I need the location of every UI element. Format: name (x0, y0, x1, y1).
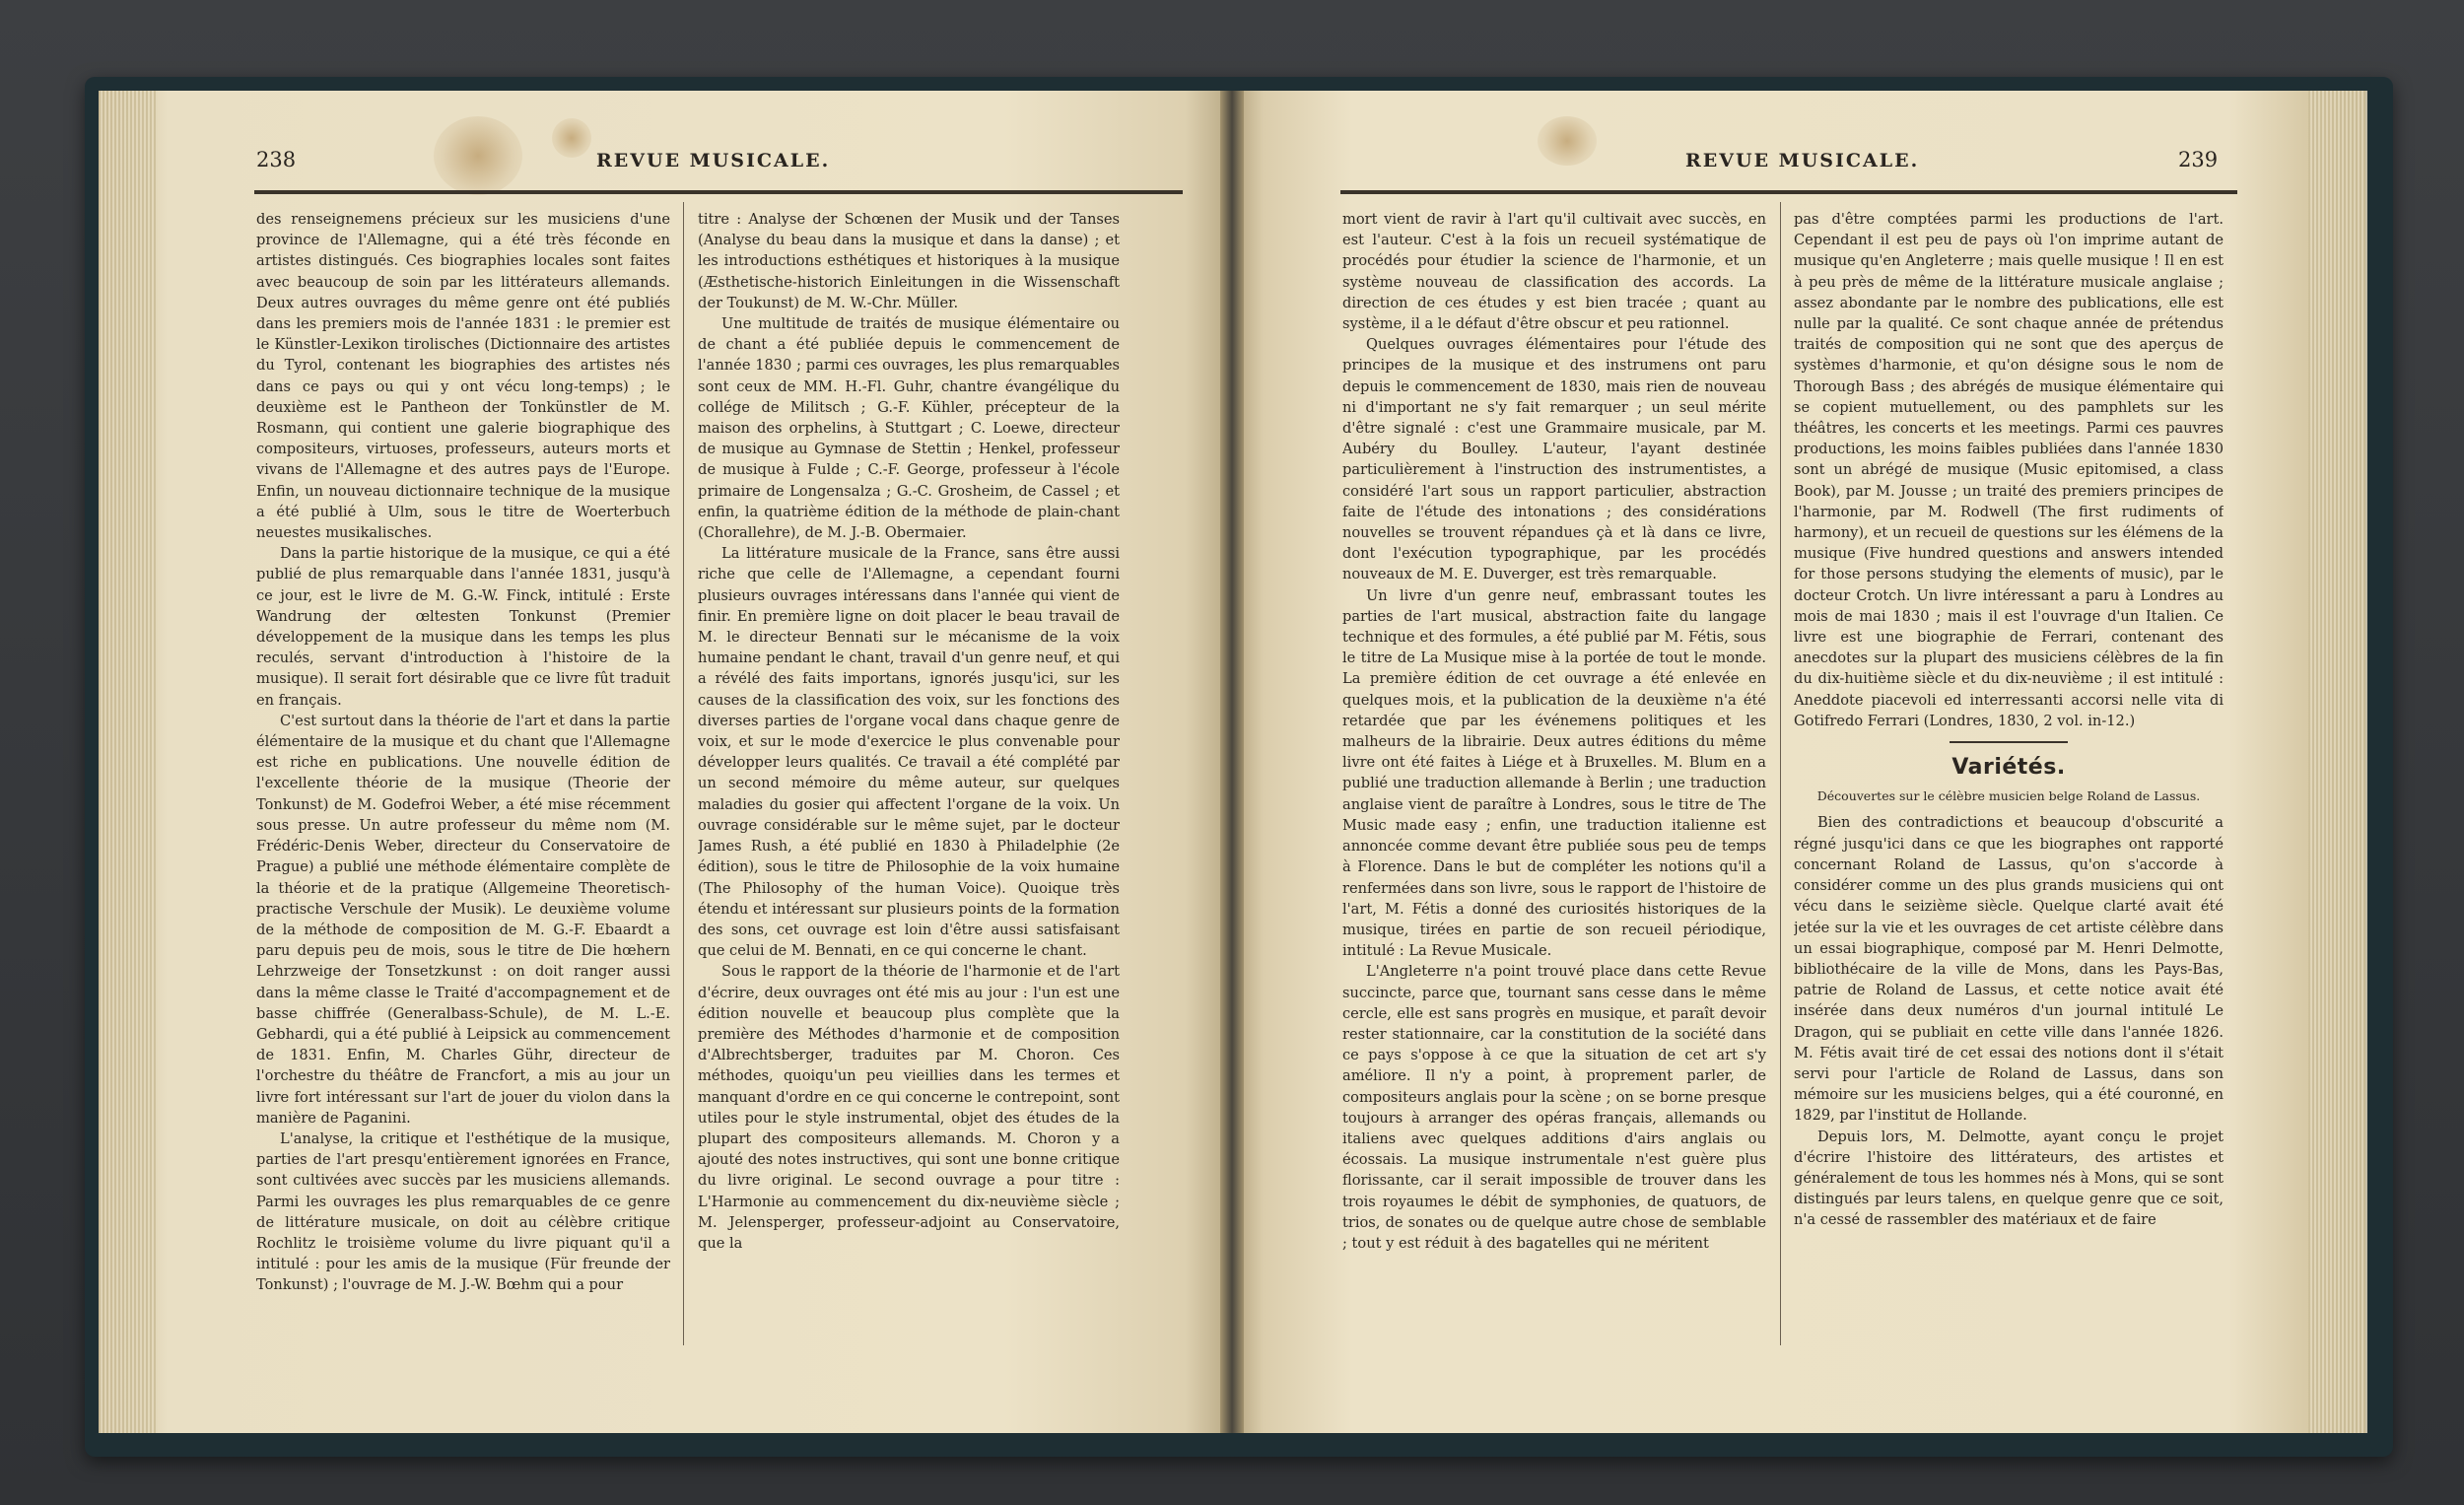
paragraph: Quelques ouvrages élémentaires pour l'étude des principes de la musique et des instrumens ont paru depuis le commencement de 1830, mais rien de nouveau ni d'important ne s'y fait remarquer ; un seul mérite d'être signalé : c'est une Grammaire musicale, par M. Aubéry du Boulley. L'auteur, l'ayant destinée particulièrement à l'instruction des instrumentistes, a considéré l'art sous un rapport particulier, abstraction faite de l'étude des intonations ; des considérations nouvelles se trouvent répandues çà et là dans ce livre, dont l'exécution typographique, par les procédés nouveaux de M. E. Duverger, est très remarquable. (1342, 336, 1766, 583)
paragraph: Bien des contradictions et beaucoup d'obscurité a régné jusqu'ici dans ce que les biographes ont rapporté concernant Roland de Lassus, qu'on s'accorde à considérer comme un des plus grands musiciens qui ont vécu dans le seizième siècle. Quelque clarté avait été jetée sur la vie et les ouvrages de cet artiste célèbre dans un essai biographique, composé par M. Henri Delmotte, bibliothécaire de la ville de Mons, dans les Pays-Bas, patrie de Roland de Lassus, et cette notice avait été insérée dans deux numéros d'un journal intitulé Le Dragon, qui se publiait en cette ville dans l'année 1826. M. Fétis avait tiré de cet essai des notions dont il s'était servi pour l'article de Roland de Lassus, dans son mémoire sur les musiciens belges, qui a été couronné, en 1829, par l'institut de Hollande. (1794, 814, 2224, 1125)
left-column-divider (683, 202, 684, 1345)
paragraph: titre : Analyse der Schœnen der Musik und der Tanses (Analyse du beau dans la musique et dans la danse) ; et les introductions esthétiques et historiques à la musique (Æsthetische-historich Einleitungen in die Wissenschaft der Toukunst) de M. W.-Chr. Müller. (698, 211, 1120, 311)
right-column-1 (1342, 209, 1766, 1342)
right-column-2 (1794, 209, 2224, 1342)
right-page-number: 239 (2178, 148, 2219, 171)
paragraph: Un livre d'un genre neuf, embrassant toutes les parties de l'art musical, abstraction faite du langage technique et des formules, a été publié par M. Fétis, sous le titre de La Musique mise à la portée de tout le monde. La première édition de cet ouvrage a été enlevée en quelques mois, et la publication de la deuxième n'a été retardée que par les événemens politiques et les malheurs de la librairie. Deux autres éditions du même livre ont été faites à Liége et à Bruxelles. M. Blum en a publié une traduction allemande à Berlin ; une traduction anglaise vient de paraître à Londres, sous le titre de The Music made easy ; enfin, une traduction italienne est annoncée comme devant être publiée sous peu de temps à Florence. Dans le but de compléter les notions qu'il a renfermées dans son livre, sous le rapport de l'histoire de l'art, M. Fétis a donné des curiosités historiques de la musique, tirées en partie de son recueil périodique, intitulé : La Revue Musicale. (1342, 586, 1766, 960)
left-running-head (256, 148, 1183, 177)
paragraph: C'est surtout dans la théorie de l'art et dans la partie élémentaire de la musique et du chant que l'Allemagne est riche en publications. Une nouvelle édition de l'excellente théorie de la musique (Theorie der Tonkunst) de M. Godefroi Weber, a été mise récemment sous presse. Un autre professeur du même nom (M. Frédéric-Denis Weber, directeur du Conservatoire de Prague) a publié une méthode élémentaire complète de la théorie et de la pratique (Allgemeine Theoretisch-practische Verschule der Musik). Le deuxième volume de la méthode de composition de M. G.-F. Ebaardt a paru depuis peu de mois, sous le titre de Die hœhern Lehrzweige der Tonsetzkunst : on doit ranger aussi dans la même classe le Traité d'accompagnement et de basse chiffrée (Generalbass-Schule), de M. L.-E. Gebhardi, qui a été publié à Leipsick au commencement de 1831. Enfin, M. Charles Gühr, directeur de l'orchestre du théâtre de Francfort, a mis au jour un livre fort intéressant sur l'art de jouer du violon dans la manière de Paganini. (256, 712, 670, 1127)
right-running-title: REVUE MUSICALE. (1685, 150, 1920, 171)
section-rule (1950, 741, 2068, 743)
paragraph: L'Angleterre n'a point trouvé place dans cette Revue succincte, parce que, tournant sans cesse dans le même cercle, elle est sans progrès en musique, et paraît devoir rester stationnaire, car la constitution de la société dans ce pays s'oppose à ce que la situation de cet art s'y améliore. Il n'y a point, à proprement parler, de compositeurs anglais pour la scène ; on se borne presque toujours à arranger des opéras français, allemands ou italiens avec quelques additions d'airs anglais ou écossais. La musique instrumentale n'est guère plus florissante, car il serait impossible de trouver dans les trois royaumes le débit de symphonies, de quatuors, de trios, de sonates ou de quelque autre chose de semblable ; tout y est réduit à des bagatelles qui ne méritent (1342, 963, 1766, 1252)
left-page-edges (99, 91, 158, 1433)
right-running-head (1340, 148, 2227, 177)
paragraph: Depuis lors, M. Delmotte, ayant conçu le projet d'écrire l'histoire des littérateurs, des artistes et généralement de tous les hommes nés à Mons, qui se sont distingués par leurs talens, en quelque genre que ce soit, n'a cessé de rassembler des matériaux et de faire (1794, 1128, 2224, 1229)
section-subtitle: Découvertes sur le célèbre musicien belge Roland de Lassus. (1816, 788, 2201, 804)
left-page-number: 238 (256, 148, 297, 171)
paragraph: Une multitude de traités de musique élémentaire ou de chant a été publiée depuis le commencement de l'année 1830 ; parmi ces ouvrages, les plus remarquables sont ceux de MM. H.-Fl. Guhr, chantre évangélique du collége de Militsch ; G.-F. Kühler, précepteur de la maison des orphelins, à Stuttgart ; C. Loewe, directeur de musique au Gymnase de Stettin ; Henkel, professeur de musique à Fulde ; C.-F. George, professeur à l'école primaire de Longensalza ; G.-C. Grosheim, de Cassel ; et enfin, la quatrième édition de la méthode de plain-chant (Chorallehre), de M. J.-B. Obermaier. (698, 315, 1120, 542)
left-column-1 (256, 209, 670, 1342)
paragraph: Sous le rapport de la théorie de l'harmonie et de l'art d'écrire, deux ouvrages ont été mis au jour : l'un est une édition nouvelle et beaucoup plus complète que la première des Méthodes d'harmonie et de composition d'Albrechtsberger, traduites par M. Choron. Ces méthodes, quoiqu'un peu vieillies dans les termes et manquant d'ordre en ce qui concerne le contrepoint, sont utiles pour le style instrumental, objet des études de la plupart des compositeurs allemands. M. Choron y a ajouté des notes instructives, qui sont une bonne critique du livre original. Le second ouvrage a pour titre : L'Harmonie au commencement du dix-neuvième siècle ; M. Jelensperger, professeur-adjoint au Conservatoire, que la (698, 963, 1120, 1252)
left-running-title: REVUE MUSICALE. (596, 150, 831, 171)
paragraph: mort vient de ravir à l'art qu'il cultivait avec succès, en est l'auteur. C'est à la fois un recueil systématique de procédés pour étudier la science de l'harmonie, et un système nouveau de classification des accords. La direction de ces études y est bien tracée ; quant au système, il a le défaut d'être obscur et peu rationnel. (1342, 211, 1766, 333)
left-header-rule (254, 190, 1183, 194)
right-header-rule (1340, 190, 2237, 194)
book-gutter (1220, 91, 1244, 1433)
right-page-edges (2308, 91, 2367, 1433)
right-column-divider (1780, 202, 1781, 1345)
paragraph: Dans la partie historique de la musique, ce qui a été publié de plus remarquable dans l'année 1831, jusqu'à ce jour, est le livre de M. G.-W. Finck, intitulé : Erste Wandrung der œltesten Tonkunst (Premier développement de la musique dans les temps les plus reculés, servant d'introduction à l'histoire de la musique). Il serait fort désirable que ce livre fût traduit en français. (256, 545, 670, 709)
section-title-varietes: Variétés. (1951, 755, 2066, 781)
right-column-2-bottom (1794, 812, 2224, 1230)
paragraph: L'analyse, la critique et l'esthétique de la musique, parties de l'art presqu'entièrement ignorées en France, sont cultivées avec succès par les musiciens allemands. Parmi les ouvrages les plus remarquables de ce genre de littérature musicale, on doit au célèbre critique Rochlitz le troisième volume du livre piquant qu'il a intitulé : pour les amis de la musique (Für freunde der Tonkunst) ; l'ouvrage de M. J.-W. Bœhm qui a pour (256, 1129, 670, 1294)
paragraph: pas d'être comptées parmi les productions de l'art. Cependant il est peu de pays où l'on imprime autant de musique qu'en Angleterre ; mais quelle musique ! Il en est à peu près de même de la littérature musicale anglaise ; assez abondante par le nombre des publications, elle est nulle par la qualité. Ce sont chaque année de prétendus traités de composition qui ne sont que des aperçus de systèmes d'harmonie, et qu'on désigne sous le nom de Thorough Bass ; des abrégés de musique élémentaire qui se copient mutuellement, ou des pamphlets sur les théâtres, les concerts et les meetings. Parmi ces pauvres productions, les moins faibles publiées dans l'année 1830 sont un abrégé de musique (Music epitomised, a class Book), par M. Jousse ; un traité des premiers principes de l'harmonie, par M. Rodwell (The first rudiments of harmony), et un recueil de questions sur les élémens de la musique (Five hundred questions and answers intended for those persons studying the elements of music), par le docteur Crotch. Un livre intéressant a paru à Londres au mois de mai 1830 ; mais il est l'ouvrage d'un Italien. Ce livre est une biographie de Ferrari, contenant des anecdotes sur la plupart des musiciens célèbres de la fin du dix-huitième siècle et du dix-neuvième ; il est intitulé : Aneddote piacevoli ed interressanti accorsi nelle vita di Gotifredo Ferrari (Londres, 1830, 2 vol. in-12.) (1794, 211, 2224, 729)
paragraph: des renseignemens précieux sur les musiciens d'une province de l'Allemagne, qui a été très féconde en artistes distingués. Ces biographies locales sont faites avec beaucoup de soin par les littérateurs allemands. Deux autres ouvrages du même genre ont été publiés dans les premiers mois de l'année 1831 : le premier est le Künstler-Lexikon tirolisches (Dictionnaire des artistes du Tyrol, contenant les biographies des artistes nés dans ce pays ou qui y ont vécu long-temps) ; le deuxième est le Pantheon der Tonkünstler de M. Rosmann, qui contient une galerie biographique des compositeurs, virtuoses, professeurs, auteurs morts et vivans de l'Allemagne et des autres pays de l'Europe. Enfin, un nouveau dictionnaire technique de la musique a été publié à Ulm, sous le titre de Woerterbuch neuestes musikalisches. (256, 211, 670, 542)
left-column-2 (698, 209, 1120, 1342)
paragraph: La littérature musicale de la France, sans être aussi riche que celle de l'Allemagne, a cependant fourni plusieurs ouvrages intéressans dans l'année qui vient de finir. En première ligne on doit placer le beau travail de M. le directeur Bennati sur le mécanisme de la voix humaine pendant le chant, travail d'un genre neuf, et qui a révélé des faits importans, ignorés jusqu'ici, sur les causes de la classification des voix, sur les fonctions des diverses parties de l'organe vocal dans chaque genre de voix, et sur le mode d'exercice le plus convenable pour développer leurs qualités. Ce travail a été complété par un second mémoire du même auteur, sur quelques maladies du gosier qui affectent l'organe de la voix. Un ouvrage considérable sur le même sujet, par le docteur James Rush, a été publié en 1830 à Philadelphie (2e édition), sous le titre de Philosophie de la voix humaine (The Philosophy of the human Voice). Quoique très étendu et intéressant sur plusieurs points de la formation des sons, cet ouvrage est loin d'être aussi satisfaisant que celui de M. Bennati, en ce qui concerne le chant. (698, 545, 1120, 960)
right-column-2-top (1794, 209, 2224, 731)
